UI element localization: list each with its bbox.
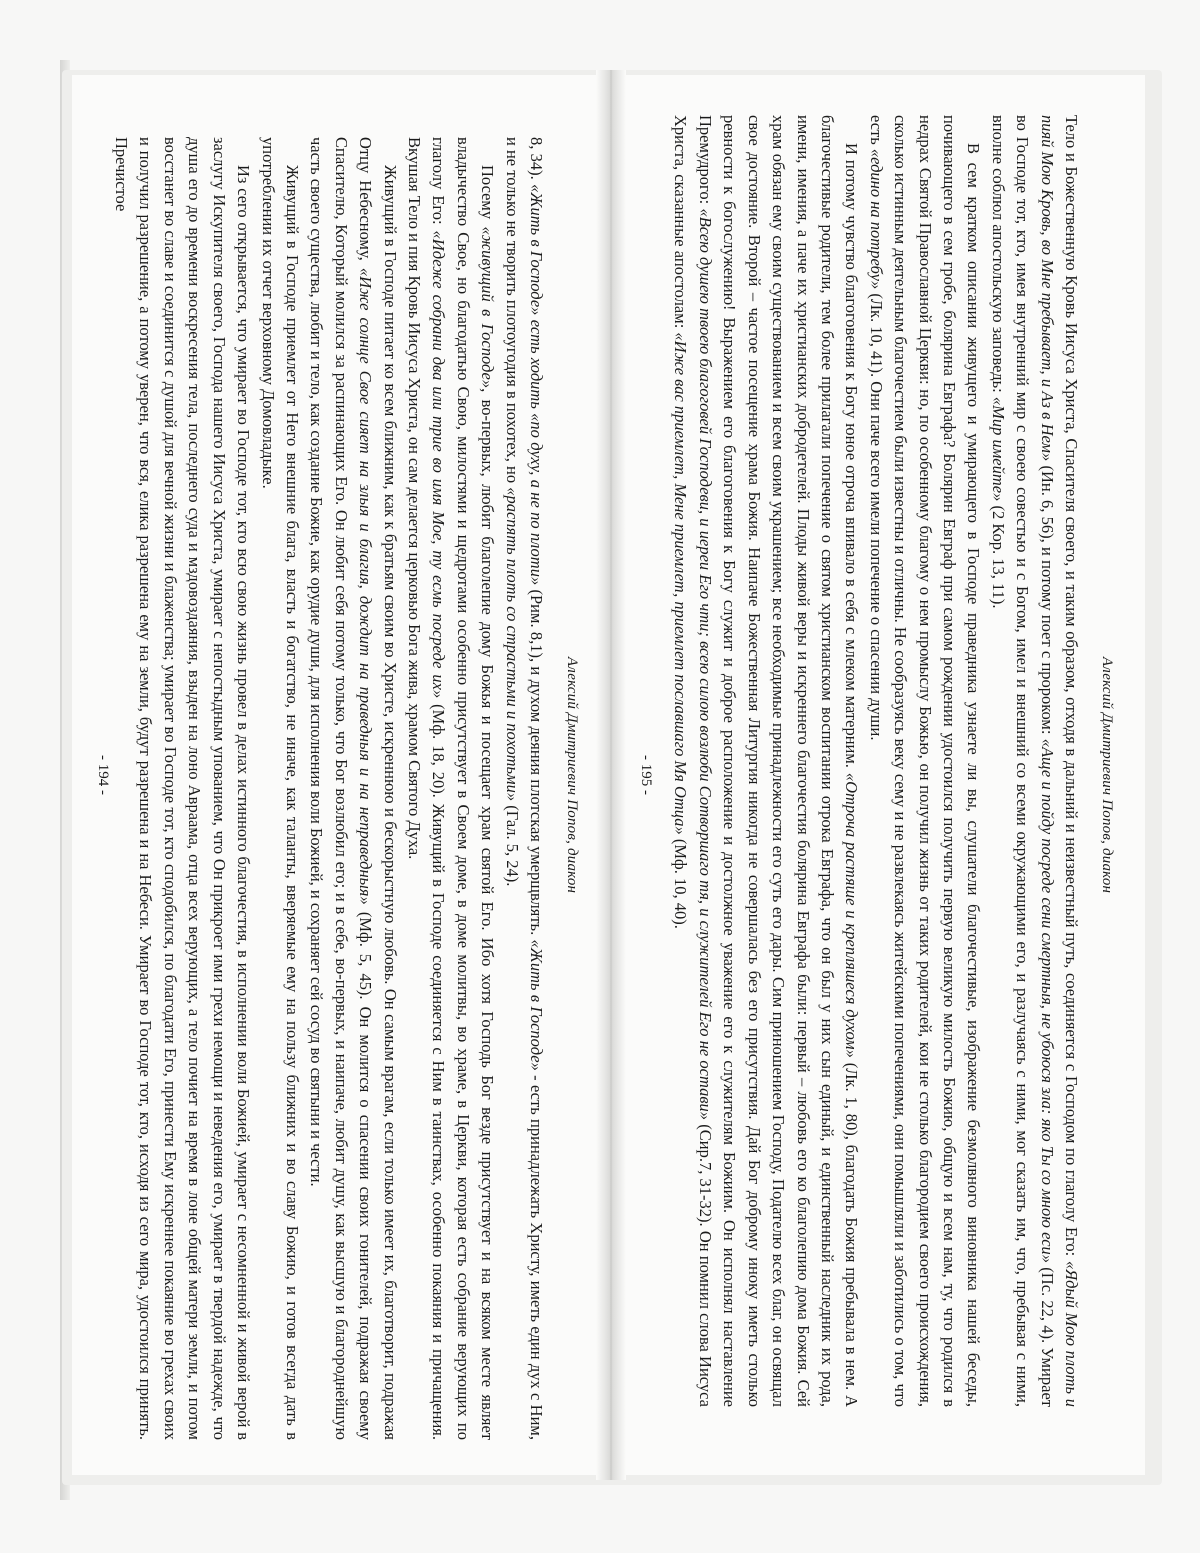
text-run: , во-первых, любит благолепие дому Божья и посещает храм святой Его. Ибо хотя Господь Бог везде присутствует и на всяком месте являет владычество Свое, но благодатью Свою, милостями и щедротами особенно присутствует в Своем доме, в доме молитвы, во храме, в Церкви, которая есть собрание верующих по глаголу Его: [429, 137, 498, 1440]
text-run: (Ин. 6, 56), и потому поет с пророком: [1037, 461, 1057, 739]
running-header-right: Алексий Дмитриевич Попов, диакон [1099, 656, 1115, 894]
text-run: Из сего открывается, что умирает во Господе тот, кто всю свою жизнь провел в делах истинного благочестия, в исполнении воли Божией, умирает с несомненной и живой верой в заслугу Искупителя своего, Господа нашего Иисуса Христа, умирает с непостыдным упованием, что Он прикроет ими грехи немощи и неведения его, умирает в твердой надежде, что душа его до времени воскресения тела, последнего суда и мздовоздаяния, взыден на лоно Авраама, отца всех верующих, а тело почиет на время в лоне общей матери земли, и потом восстанет во славе и соединится с душой для вечной жизни и блаженства; умирает во Господе тот, кто сподобился, по благодати Его, принести Ему искреннее покаяние во грехах своих и получил разрешение, а потому уверен, что вся, елика разрешена ему на земли, будут разрешена и на Небеси. Умирает во Господе тот, кто, исходя из сего мира, удостоился принять. Пречистое [112, 137, 254, 1440]
text-run: В сем кратком описании живущего и умирающего в Господе праведника узнаете ли вы, слушатели благочестивые, изображение безмолвного виновника нашей беседы, почивающего в сем гробе, болярина Евграфа? Болярин Евграф при самом рождении удостоился получить первую великую милость Божию, общую и всем нам, ту, что родился в недрах Святой Православной Церкви: но, по особенному благому о нем промыслу Божью, он получил жизнь от таких родителей, кои не столько благородием своего происхождения, сколько истинным деятельным благочестием были известны и отличны. Не сообразуясь веку сему и не развлекаясь житейскими попечениями, они помышляли и заботились о том, что есть [866, 115, 984, 1407]
text-run: (Рим. 8,1), и духом деяния плотская умерщвлять. [527, 585, 546, 940]
quote-italic: «Жить в Господе» [527, 939, 546, 1071]
body-text-right [668, 115, 1083, 1407]
running-header-left: Алексий Дмитриевич Попов, диакон [564, 656, 580, 894]
quote-italic: «Иже вас приемлет, Мене приемлет, приемлет пославшаго Мя Отца» [671, 332, 691, 835]
quote-italic: «Всею душею твоею благоговей Господеви, и иереи Его чти; всею силою возлюби Сотворшаго тя, и служителей Его не остави» [695, 208, 715, 1121]
text-run: Живущий в Господе приемлет от Него внешние блага, власть и богатство, не иначе, как таланты, вверяемые ему на пользу ближних и во славу Божию, и готов всегда дать в употреблении их отчет верховному Домовладыке. [258, 137, 302, 1440]
text-run: (Пс. 22, 4). Умирает во Господе тот, кто, имея внутренний мир с своею совестью и с Богом, имел и внешний со всеми окружающими его, и разлучаясь с ними, мог сказать им, что, пребывая с ними, вполне соблюл апостольскую заповедь: [988, 115, 1057, 1407]
book-gutter [596, 70, 626, 1480]
text-run: (Лк. 10, 41). Они паче всего имели попечение о спасении души. [866, 289, 886, 741]
body-text-left [109, 137, 548, 1440]
text-run: - есть принадлежать Христу, иметь един дух с Ним, и не только не творить плотоугодия в похотех, но [502, 137, 546, 1440]
paragraph [304, 137, 402, 1440]
text-run: Живущий в Господе питает ко всем ближним, как к братьям своим во Христе, искреннюю и бескорыстную любовь. Он самым врагам, если только имеет их, благотворит, подражая Отцу Небесному, [356, 137, 400, 1440]
text-run: 8, 34). [527, 137, 546, 185]
quote-italic: «Отроча растяше и крепляшеся духом» [842, 772, 862, 1058]
text-run: (Сир.7, 31-32). Он помнил слова Иисуса Христа, сказанные апостолам: [671, 115, 715, 1408]
quote-italic: «Идеже собрани два или трие во имя Мое, ту есмь посреде их» [429, 230, 449, 699]
quote-italic: «Жить в Господе» есть ходить «по духу, а не по плоти» [527, 184, 546, 586]
text-run: (Мф. 5, 45). Он молится о спасении своих гонителей, подражая своему Спасителю, Который молился за распинающих Его. Он любит себя потому только, что Бог возлюбил его; и в себе, во-первых, и наипаче, любит душу, как высшую и благороднейшую часть своего существа, любит и тело, как создание Божие, как орудие души, для исполнения воли Божией, и сохраняет сей сосуд во святыни и чести. [307, 137, 376, 1440]
paragraph [985, 115, 1083, 1407]
quote-italic: «Мир имейте» [988, 396, 1008, 502]
quote-italic: «Иже солнце Свое сияет на злыя и благия, дождит на праведныя и на неправедныя» [356, 267, 376, 905]
text-run: (Гал. 5, 24). [502, 801, 522, 887]
quote-italic: «распять плоть со страстьми и похотьми» [502, 487, 522, 802]
page-number-left: - 194 - [95, 755, 111, 795]
quote-italic: «едино на потребу» [866, 148, 886, 290]
text-run: (Мф. 10, 40). [671, 834, 691, 929]
text-run: Тело и Божественную Кровь Иисуса Христа, Спасителя своего, и таким образом, отходя в дальний и неизвестный путь, соединяется с Господом по глаголу Его: [1062, 115, 1081, 1261]
text-run: И потому чувство благоговения к Богу юное отроча впивало в себя с млеком матерним. [842, 143, 862, 773]
quote-italic: «живущий в Господе» [478, 226, 498, 389]
text-run: Посему [478, 165, 498, 227]
text-run: (Мф. 18, 20). Живущий в Господе соединяется с Ним в таинствах, особенно покаяния и причащения. Вкушая Тело и пия Кровь Иисуса Христа, он сам делается церковью Бога жива, храмом Святого Духа. [404, 137, 449, 1440]
quote-italic: «Ядый Мою плоть и пияй Мою Кровь, во Мне пребывает, и Аз в Нем» [1037, 115, 1081, 1407]
paragraph [255, 137, 304, 1440]
paragraph [499, 137, 548, 1440]
text-run: (2 Кор. 13, 11). [988, 501, 1008, 609]
paragraph [863, 115, 985, 1407]
paragraph [668, 115, 863, 1407]
paragraph [402, 137, 500, 1440]
text-run: (Лк. 1, 80), благодать Божия пребывала в нем. А благочестивые родители, тем более прилагали попечение о святом христианском воспитании отрока Евграфа, что он был у них сын единый, и единственный наследник их рода, имени, имения, а паче их христианских добродетелей. Плоды живой веры и искреннего благочестия болярина Евграфа были: первый – любовь его ко благолепию дома Божия. Сей храм обязан ему своим существованием и всем своим украшением; все необходимые принадлежности его суть его дары. Сим приношением Господу, Подателю всех благ, он освящал свое достояние. Второй – частое посещение храма Божия. Наипаче Божественная Литургия никогда не совершалась без его присутствия. Дай Бог доброму иноку иметь столько ревности к богослужению! Выражением его благоговения к Богу служит и доброе расположение и достолжное уважение его к служителям Божиим. Он исполнял наставление Премудрого: [695, 115, 862, 1407]
page-195-rotated-content [615, 75, 1145, 1475]
page-194-rotated-content [72, 75, 610, 1475]
page-number-right: - 195 - [638, 755, 654, 795]
page-195 [615, 75, 1145, 1475]
paragraph [109, 137, 255, 1440]
quote-italic: «Аще и пойду посреде сени смертныя, не убоюся зла: яко Ты со мною еси» [1037, 738, 1057, 1264]
page-194 [72, 75, 610, 1475]
